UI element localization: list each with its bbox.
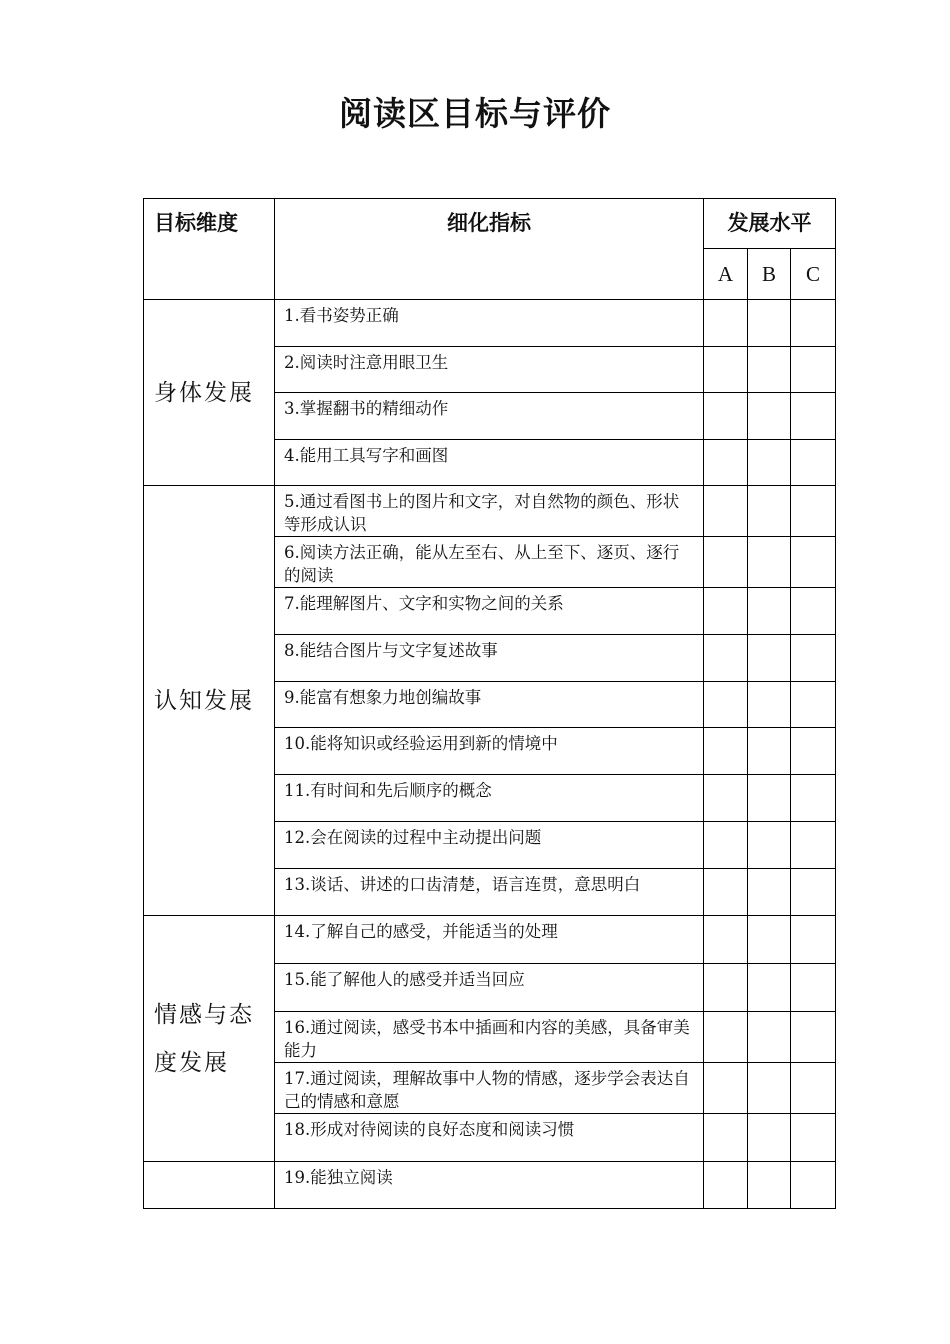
rating-cell-a[interactable] [704, 728, 748, 775]
indicator-13: 13.谈话、讲述的口齿清楚，语言连贯，意思明白 [275, 869, 704, 916]
table-row [144, 916, 836, 964]
header-indicator: 细化指标 [275, 199, 704, 300]
rating-cell-a[interactable] [704, 588, 748, 635]
rating-cell-c[interactable] [791, 1012, 836, 1063]
indicator-7: 7.能理解图片、文字和实物之间的关系 [275, 588, 704, 635]
header-level: 发展水平 [704, 199, 836, 249]
table-row [144, 1162, 836, 1209]
rating-cell-c[interactable] [791, 1063, 836, 1114]
rating-cell-a[interactable] [704, 775, 748, 822]
dimension-physical: 身体发展 [144, 300, 275, 486]
level-b-header: B [748, 249, 791, 300]
rating-cell-c[interactable] [791, 588, 836, 635]
indicator-8: 8.能结合图片与文字复述故事 [275, 635, 704, 682]
rating-cell-b[interactable] [748, 486, 791, 537]
rating-cell-b[interactable] [748, 300, 791, 347]
rating-cell-a[interactable] [704, 964, 748, 1012]
indicator-2: 2.阅读时注意用眼卫生 [275, 347, 704, 393]
rating-cell-a[interactable] [704, 347, 748, 393]
rating-cell-c[interactable] [791, 916, 836, 964]
rating-cell-b[interactable] [748, 1063, 791, 1114]
rating-cell-c[interactable] [791, 822, 836, 869]
indicator-11: 11.有时间和先后顺序的概念 [275, 775, 704, 822]
indicator-19: 19.能独立阅读 [275, 1162, 704, 1209]
level-c-header: C [791, 249, 836, 300]
rating-cell-a[interactable] [704, 1114, 748, 1162]
rating-cell-b[interactable] [748, 964, 791, 1012]
rating-cell-b[interactable] [748, 682, 791, 728]
indicator-17: 17.通过阅读，理解故事中人物的情感，逐步学会表达自己的情感和意愿 [275, 1063, 704, 1114]
indicator-10: 10.能将知识或经验运用到新的情境中 [275, 728, 704, 775]
page-title: 阅读区目标与评价 [339, 94, 611, 133]
rating-cell-c[interactable] [791, 964, 836, 1012]
rating-cell-a[interactable] [704, 916, 748, 964]
rating-cell-a[interactable] [704, 682, 748, 728]
rating-cell-b[interactable] [748, 916, 791, 964]
rating-cell-b[interactable] [748, 775, 791, 822]
rating-cell-a[interactable] [704, 300, 748, 347]
rating-cell-a[interactable] [704, 1063, 748, 1114]
dimension-empty [144, 1162, 275, 1209]
dimension-emotional: 情感与态度发展 [144, 916, 275, 1162]
rating-cell-a[interactable] [704, 537, 748, 588]
table-row [144, 486, 836, 537]
indicator-14: 14.了解自己的感受，并能适当的处理 [275, 916, 704, 964]
level-a-header: A [704, 249, 748, 300]
rating-cell-b[interactable] [748, 393, 791, 440]
table-row [144, 300, 836, 347]
indicator-9: 9.能富有想象力地创编故事 [275, 682, 704, 728]
rating-cell-c[interactable] [791, 635, 836, 682]
indicator-4: 4.能用工具写字和画图 [275, 440, 704, 486]
rating-cell-a[interactable] [704, 1012, 748, 1063]
indicator-6: 6.阅读方法正确，能从左至右、从上至下、逐页、逐行的阅读 [275, 537, 704, 588]
rating-cell-c[interactable] [791, 486, 836, 537]
rating-cell-c[interactable] [791, 682, 836, 728]
rating-cell-b[interactable] [748, 1114, 791, 1162]
rating-cell-b[interactable] [748, 869, 791, 916]
rating-cell-c[interactable] [791, 775, 836, 822]
indicator-5: 5.通过看图书上的图片和文字，对自然物的颜色、形状等形成认识 [275, 486, 704, 537]
rating-cell-a[interactable] [704, 486, 748, 537]
rating-cell-b[interactable] [748, 347, 791, 393]
indicator-12: 12.会在阅读的过程中主动提出问题 [275, 822, 704, 869]
rating-cell-a[interactable] [704, 822, 748, 869]
rating-cell-a[interactable] [704, 393, 748, 440]
rating-cell-b[interactable] [748, 635, 791, 682]
rating-cell-b[interactable] [748, 588, 791, 635]
rating-cell-c[interactable] [791, 1114, 836, 1162]
indicator-15: 15.能了解他人的感受并适当回应 [275, 964, 704, 1012]
rating-cell-b[interactable] [748, 822, 791, 869]
rating-cell-a[interactable] [704, 635, 748, 682]
rating-cell-c[interactable] [791, 728, 836, 775]
rating-cell-b[interactable] [748, 1162, 791, 1209]
rating-cell-a[interactable] [704, 440, 748, 486]
rating-cell-c[interactable] [791, 347, 836, 393]
rating-cell-b[interactable] [748, 537, 791, 588]
rating-cell-c[interactable] [791, 537, 836, 588]
rating-cell-b[interactable] [748, 440, 791, 486]
indicator-1: 1.看书姿势正确 [275, 300, 704, 347]
indicator-18: 18.形成对待阅读的良好态度和阅读习惯 [275, 1114, 704, 1162]
rating-cell-c[interactable] [791, 393, 836, 440]
rating-cell-c[interactable] [791, 300, 836, 347]
indicator-3: 3.掌握翻书的精细动作 [275, 393, 704, 440]
rating-cell-c[interactable] [791, 1162, 836, 1209]
rating-cell-b[interactable] [748, 728, 791, 775]
rating-cell-c[interactable] [791, 440, 836, 486]
header-dimension: 目标维度 [144, 199, 275, 300]
dimension-cognitive: 认知发展 [144, 486, 275, 916]
evaluation-table [143, 198, 836, 1209]
indicator-16: 16.通过阅读，感受书本中插画和内容的美感，具备审美能力 [275, 1012, 704, 1063]
rating-cell-a[interactable] [704, 869, 748, 916]
rating-cell-c[interactable] [791, 869, 836, 916]
rating-cell-a[interactable] [704, 1162, 748, 1209]
rating-cell-b[interactable] [748, 1012, 791, 1063]
